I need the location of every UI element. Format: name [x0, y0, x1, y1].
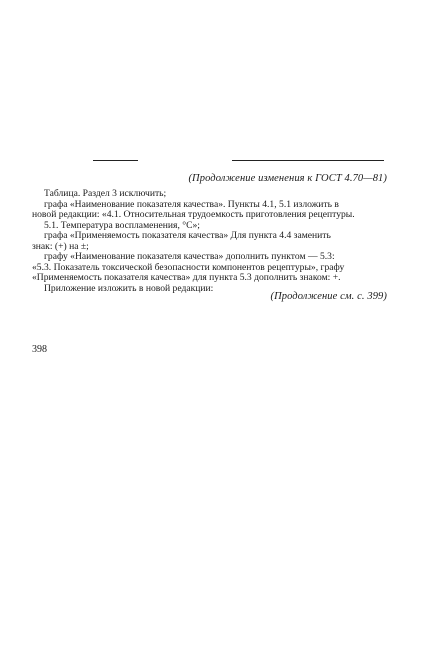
text-line: новой редакции: «4.1. Относительная трудоемкость приготовления рецептуры. [32, 209, 355, 220]
text-line: «Применяемость показателя качества» для пункта 5.3 дополнить знаком: +. [32, 272, 341, 283]
amendment-text [32, 189, 387, 294]
text-line: графа «Применяемость показателя качества» Для пункта 4.4 заменить [44, 230, 331, 241]
text-line: Таблица. Раздел 3 исключить; [44, 188, 167, 199]
text-line: графу «Наименование показателя качества» дополнить пунктом — 5.3: [44, 251, 335, 262]
text-line: «5.3. Показатель токсической безопасности компонентов рецептуры», графу [32, 261, 345, 273]
text-line: 5.1. Температура воспламенения, °С»; [44, 219, 200, 231]
page-number: 398 [32, 344, 47, 355]
top-rule-right [232, 160, 384, 161]
continuation-footer: (Продолжение см. с. 399) [270, 291, 387, 302]
top-rule-left [93, 160, 138, 161]
continuation-header: (Продолжение изменения к ГОСТ 4.70—81) [188, 173, 387, 184]
text-line: Приложение изложить в новой редакции: [44, 282, 214, 294]
text-line: графа «Наименование показателя качества». Пункты 4.1, 5.1 изложить в [44, 198, 339, 210]
text-line: знак: (+) на ±; [32, 240, 89, 252]
